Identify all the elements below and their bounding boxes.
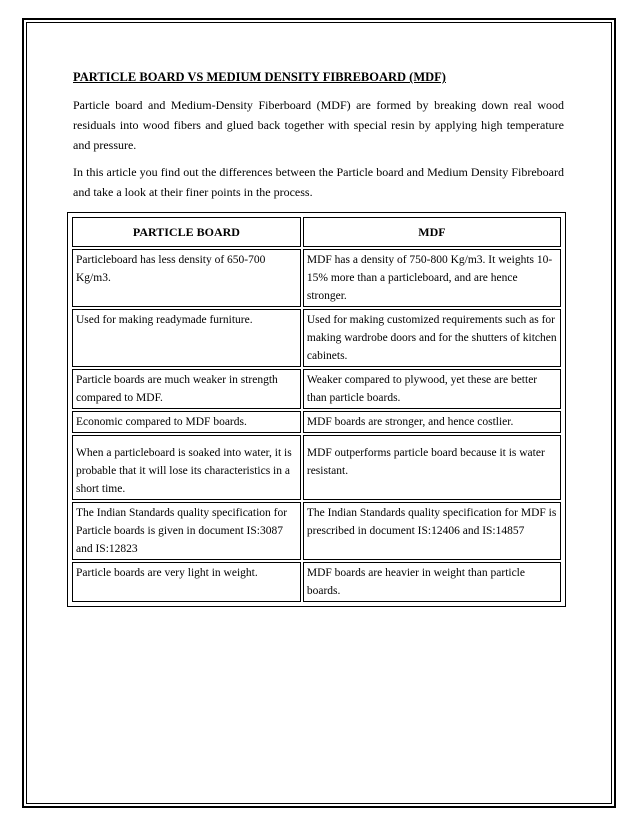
table-row	[72, 249, 561, 307]
table-row	[72, 502, 561, 560]
table-row	[72, 369, 561, 409]
cell-particle-board: The Indian Standards quality specification for Particle boards is given in document IS:3087 and IS:12823	[72, 502, 301, 560]
cell-particle-board: Economic compared to MDF boards.	[72, 411, 301, 433]
cell-particle-board: Particleboard has less density of 650-700 Kg/m3.	[72, 249, 301, 307]
header-particle-board: PARTICLE BOARD	[72, 217, 301, 247]
table-row	[72, 562, 561, 602]
cell-mdf: MDF outperforms particle board because it is water resistant.	[303, 435, 561, 500]
cell-particle-board: Used for making readymade furniture.	[72, 309, 301, 367]
document-body	[73, 70, 564, 607]
cell-mdf: MDF has a density of 750-800 Kg/m3. It weights 10-15% more than a particleboard, and are hence stronger.	[303, 249, 561, 307]
intro-paragraph: Particle board and Medium-Density Fiberboard (MDF) are formed by breaking down real wood residuals into wood fibers and glued back together with special resin by applying high temperature and pressure.	[73, 98, 564, 152]
article-paragraph: In this article you find out the differences between the Particle board and Medium Density Fibreboard and take a look at their finer points in the process.	[73, 165, 564, 199]
document-title: PARTICLE BOARD VS MEDIUM DENSITY FIBREBOARD (MDF)	[73, 70, 446, 84]
comparison-table-frame	[67, 212, 566, 607]
cell-particle-board: When a particleboard is soaked into water, it is probable that it will lose its characteristics in a short time.	[72, 435, 301, 500]
comparison-table	[70, 215, 563, 604]
table-row	[72, 309, 561, 367]
table-row	[72, 435, 561, 500]
cell-mdf: Used for making customized requirements such as for making wardrobe doors and for the shutters of kitchen cabinets.	[303, 309, 561, 367]
table-row	[72, 411, 561, 433]
cell-particle-board: Particle boards are very light in weight.	[72, 562, 301, 602]
cell-particle-board: Particle boards are much weaker in strength compared to MDF.	[72, 369, 301, 409]
cell-mdf: MDF boards are stronger, and hence costlier.	[303, 411, 561, 433]
cell-mdf: MDF boards are heavier in weight than particle boards.	[303, 562, 561, 602]
cell-mdf: Weaker compared to plywood, yet these are better than particle boards.	[303, 369, 561, 409]
table-header-row	[72, 217, 561, 247]
cell-mdf: The Indian Standards quality specification for MDF is prescribed in document IS:12406 and IS:14857	[303, 502, 561, 560]
header-mdf: MDF	[303, 217, 561, 247]
